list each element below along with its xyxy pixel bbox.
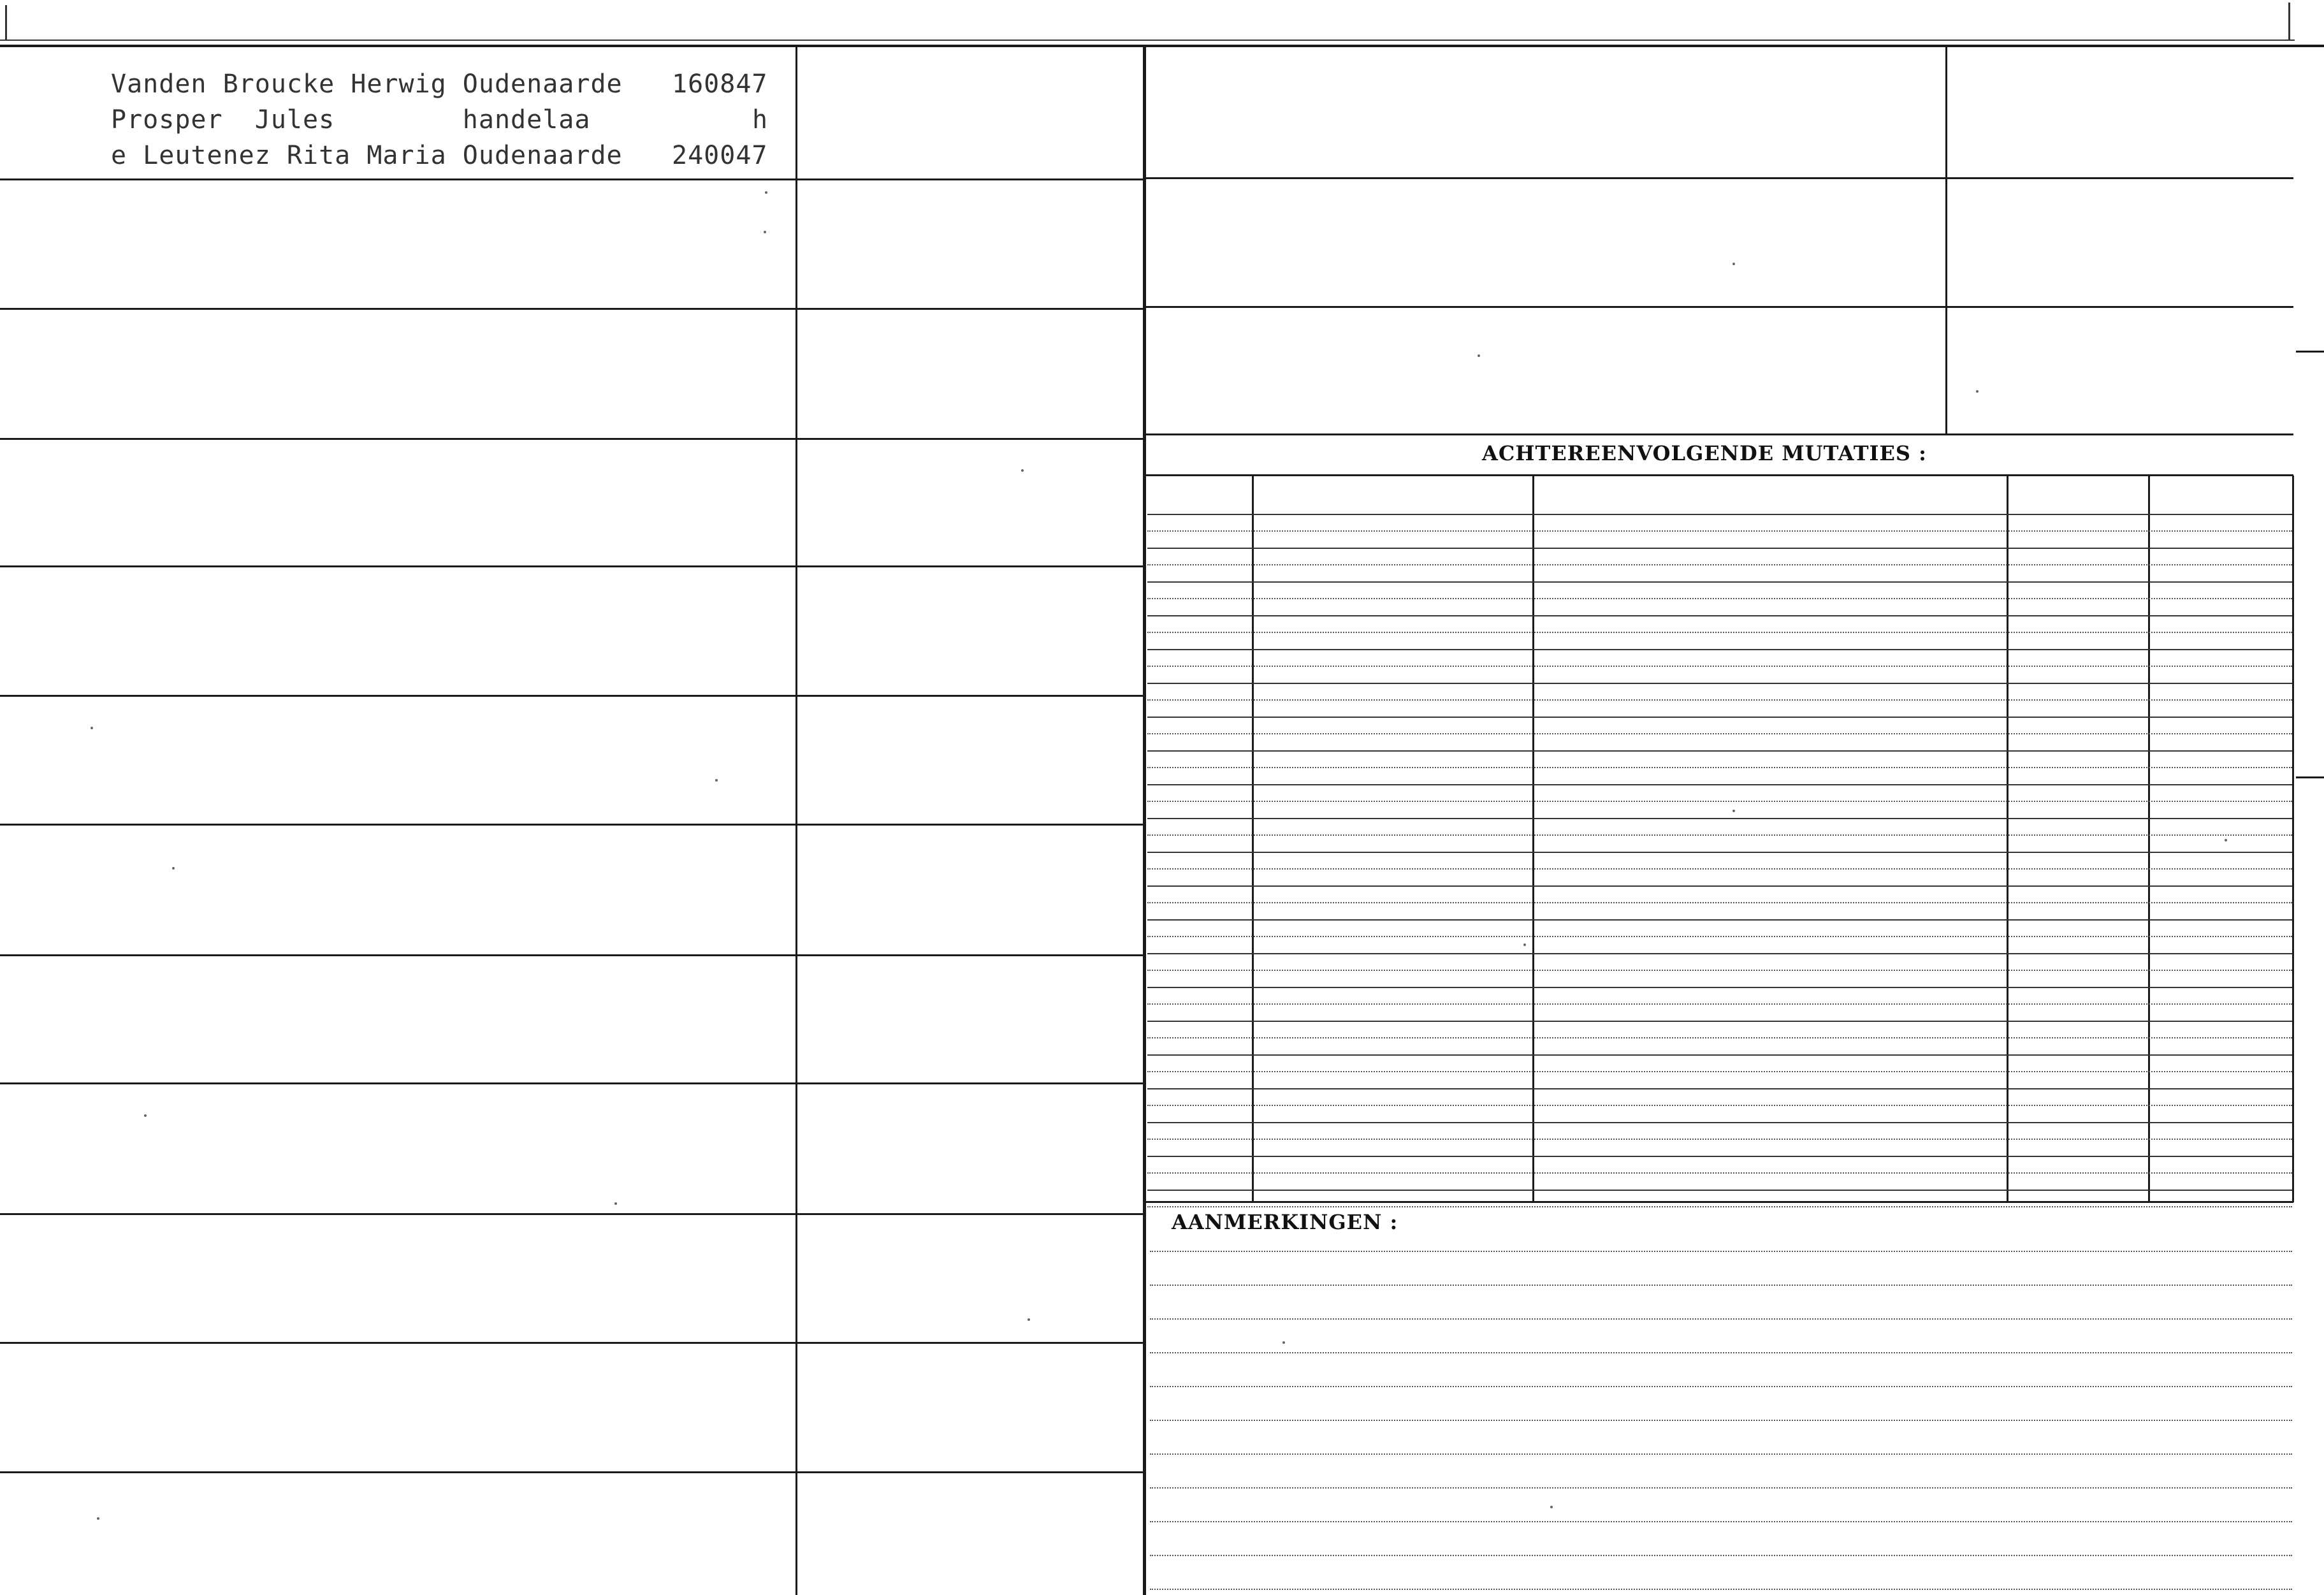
remark-line xyxy=(1150,1386,2292,1387)
mutation-row-dotted xyxy=(1147,598,2292,599)
mutation-row-dotted xyxy=(1147,733,2292,734)
scan-speck xyxy=(1523,943,1526,946)
mutation-row-line xyxy=(1147,1190,2292,1191)
mutation-row-dotted xyxy=(1147,1105,2292,1106)
scan-speck xyxy=(1550,1506,1553,1508)
mutation-row-dotted xyxy=(1147,1206,2292,1207)
mutation-row-dotted xyxy=(1147,1003,2292,1005)
mutation-row-line xyxy=(1147,581,2292,583)
mutation-row-line xyxy=(1147,987,2292,988)
mutation-row-line xyxy=(1147,818,2292,819)
mutation-row-dotted xyxy=(1147,530,2292,532)
mutation-row-line xyxy=(1147,683,2292,684)
scan-speck xyxy=(764,231,766,233)
scan-speck xyxy=(144,1114,147,1117)
mutation-row-dotted xyxy=(1147,970,2292,971)
scan-speck xyxy=(97,1517,99,1520)
scan-speck xyxy=(1021,469,1024,472)
scan-speck xyxy=(1282,1341,1285,1344)
entry-number-2: h xyxy=(752,105,769,135)
mutation-row-dotted xyxy=(1147,936,2292,937)
scan-speck xyxy=(172,867,175,870)
mutation-row-line xyxy=(1147,1156,2292,1157)
mutation-row-line xyxy=(1147,885,2292,887)
mutation-row-dotted xyxy=(1147,801,2292,802)
entry-number-1: 160847 xyxy=(672,69,768,99)
mutation-row-dotted xyxy=(1147,1139,2292,1140)
mutation-row-line xyxy=(1147,514,2292,515)
mutations-heading: ACHTEREENVOLGENDE MUTATIES : xyxy=(1482,441,1927,465)
entry-line-3: e Leutenez Rita Maria Oudenaarde xyxy=(111,141,623,170)
mutation-row-line xyxy=(1147,750,2292,752)
mutation-row-line xyxy=(1147,784,2292,785)
remark-line xyxy=(1150,1487,2292,1489)
remark-line xyxy=(1150,1453,2292,1455)
remark-line xyxy=(1150,1589,2292,1590)
remark-line xyxy=(1150,1251,2292,1252)
remark-line xyxy=(1150,1285,2292,1286)
scan-speck xyxy=(1976,390,1979,393)
scan-speck xyxy=(614,1202,617,1205)
mutation-row-line xyxy=(1147,919,2292,921)
scan-header-strip xyxy=(0,0,2324,46)
remark-line xyxy=(1150,1555,2292,1556)
remark-line xyxy=(1150,1420,2292,1421)
mutation-row-line xyxy=(1147,717,2292,718)
entry-line-2: Prosper Jules handelaa xyxy=(111,105,591,135)
remark-line xyxy=(1150,1521,2292,1522)
mutation-row-line xyxy=(1147,1021,2292,1022)
remarks-heading: AANMERKINGEN : xyxy=(1172,1210,1398,1234)
mutation-row-line xyxy=(1147,649,2292,650)
entry-number-3: 240047 xyxy=(672,141,768,170)
mutation-row-line xyxy=(1147,852,2292,853)
scan-speck xyxy=(1732,263,1735,265)
mutation-row-line xyxy=(1147,953,2292,954)
remark-line xyxy=(1150,1318,2292,1320)
remark-line xyxy=(1150,1352,2292,1353)
mutation-row-line xyxy=(1147,1122,2292,1123)
scan-speck xyxy=(2225,839,2227,841)
scan-speck xyxy=(1732,810,1735,812)
mutation-row-line xyxy=(1147,1088,2292,1089)
scan-speck xyxy=(1478,354,1480,357)
scan-speck xyxy=(1028,1318,1030,1321)
scan-speck xyxy=(715,779,718,782)
scan-speck xyxy=(765,191,767,194)
mutation-row-dotted xyxy=(1147,1071,2292,1072)
mutation-row-dotted xyxy=(1147,868,2292,870)
mutation-row-dotted xyxy=(1147,902,2292,903)
mutation-row-dotted xyxy=(1147,767,2292,768)
mutation-row-line xyxy=(1147,548,2292,549)
mutation-row-dotted xyxy=(1147,1172,2292,1174)
mutation-row-dotted xyxy=(1147,564,2292,565)
mutation-row-line xyxy=(1147,615,2292,616)
entry-line-1: Vanden Broucke Herwig Oudenaarde xyxy=(111,69,623,99)
scan-speck xyxy=(91,727,93,729)
mutation-row-dotted xyxy=(1147,666,2292,667)
mutation-row-dotted xyxy=(1147,1037,2292,1038)
mutation-row-dotted xyxy=(1147,834,2292,836)
mutation-row-dotted xyxy=(1147,632,2292,633)
mutation-row-dotted xyxy=(1147,699,2292,701)
mutation-row-line xyxy=(1147,1054,2292,1056)
